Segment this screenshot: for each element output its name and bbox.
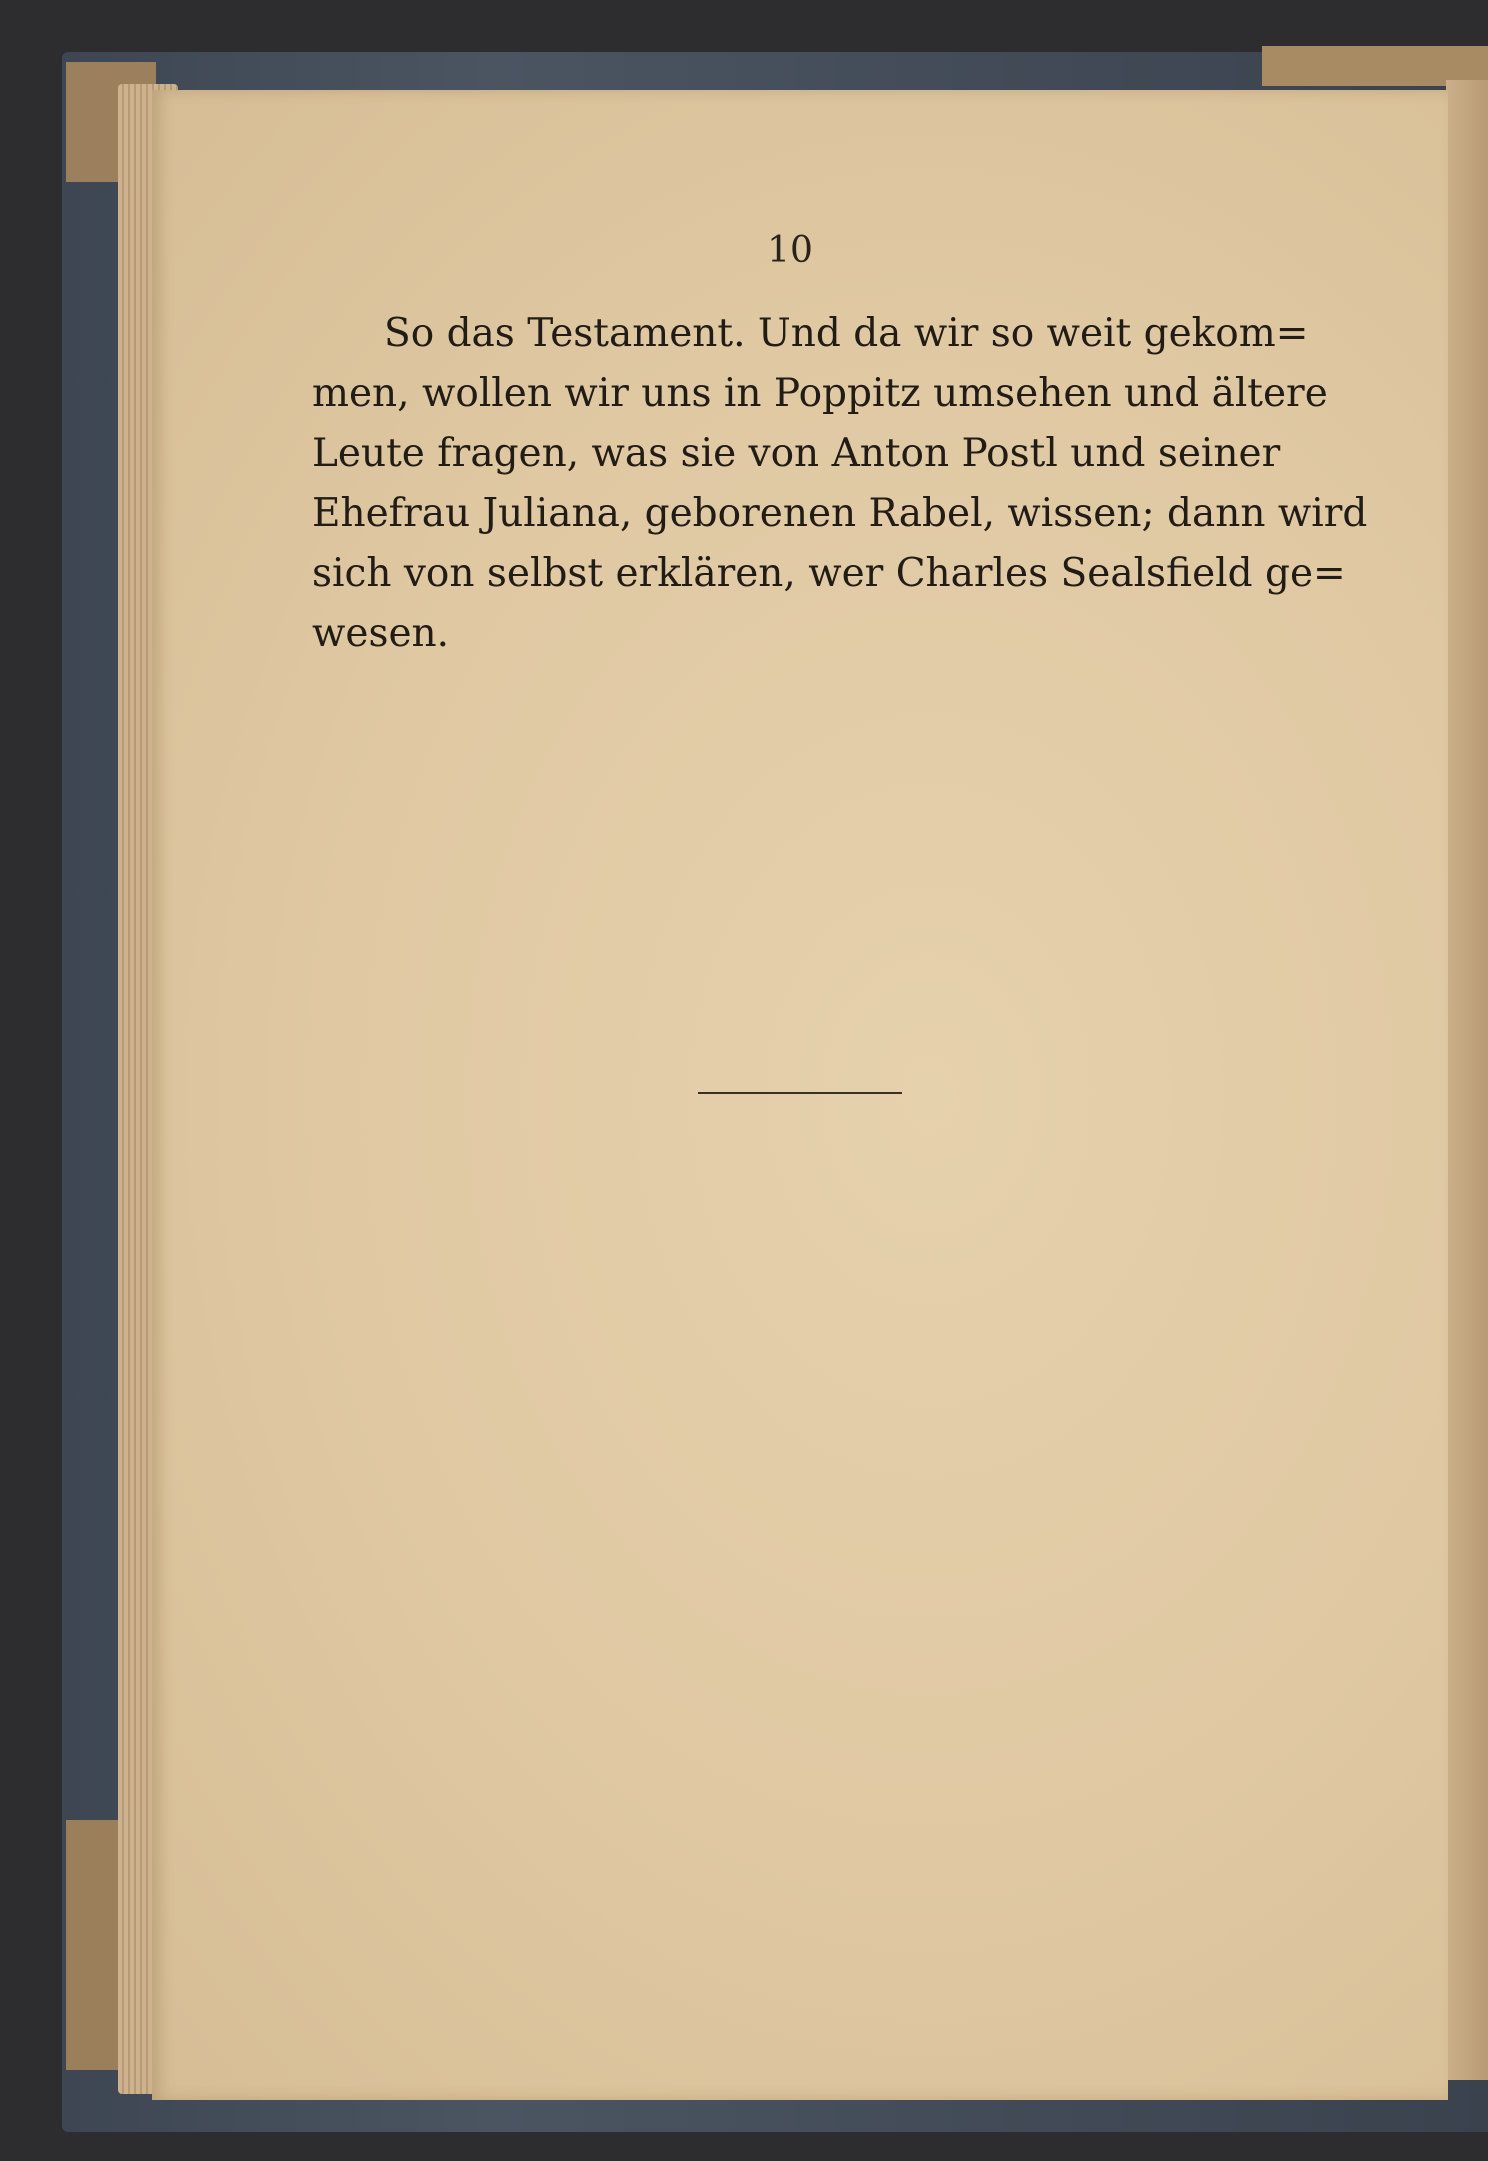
text-line: wesen. — [312, 611, 450, 656]
page-number: 10 — [767, 230, 813, 271]
text-line: men, wollen wir uns in Poppitz umsehen und ältere — [312, 371, 1328, 416]
section-divider-rule — [698, 1092, 902, 1094]
body-paragraph — [312, 304, 1368, 664]
text-line: So das Testament. Und da wir so weit gekom= — [384, 311, 1309, 356]
next-page-edge — [1446, 80, 1488, 2080]
text-line: Ehefrau Juliana, geborenen Rabel, wissen; dann wird — [312, 491, 1368, 536]
text-line: Leute fragen, was sie von Anton Postl und seiner — [312, 431, 1281, 476]
text-line: sich von selbst erklären, wer Charles Sealsfield ge= — [312, 551, 1346, 596]
book-page — [152, 90, 1448, 2100]
